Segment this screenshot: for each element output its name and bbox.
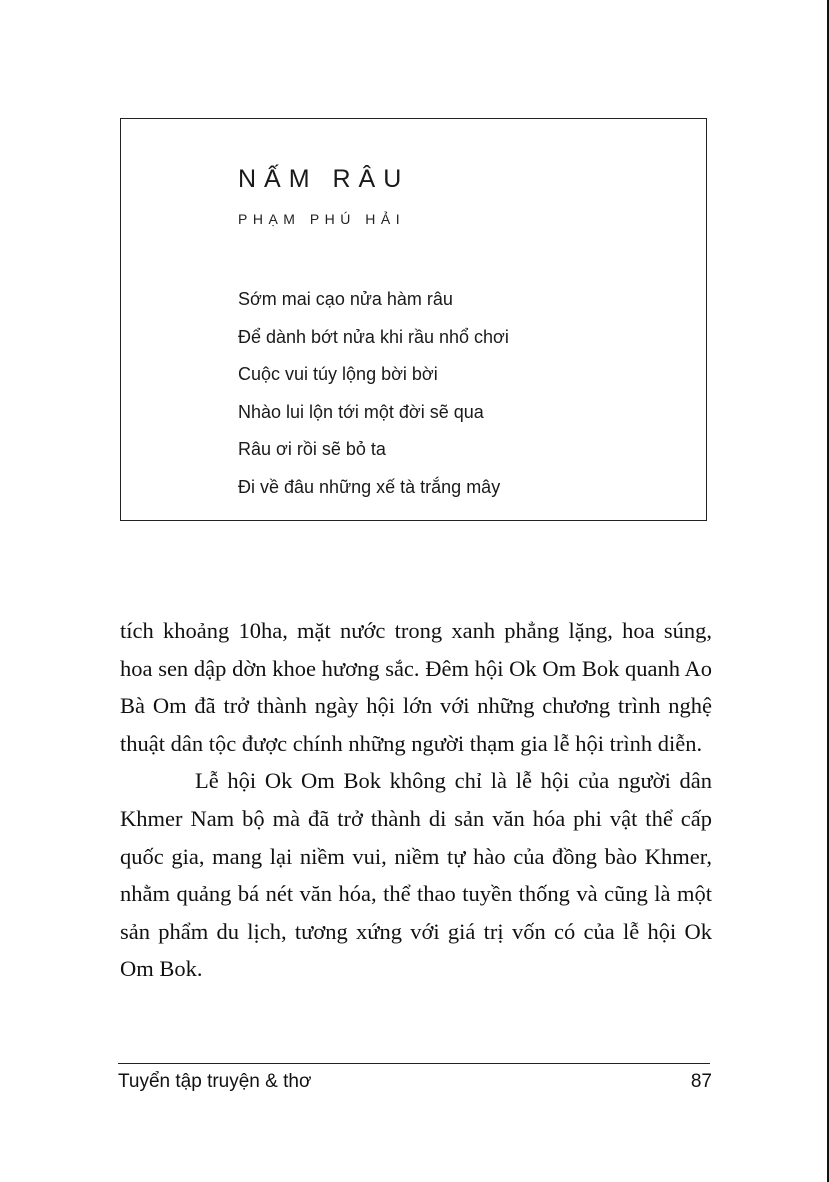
footer-divider	[118, 1063, 710, 1064]
paragraph: Lễ hội Ok Om Bok không chỉ là lễ hội của người dân Khmer Nam bộ mà đã trở thành di sản văn hóa phi vật thể cấp quốc gia, mang lại niềm vui, niềm tự hào của đồng bào Khmer, nhằm quảng bá nét văn hóa, thể thao tuyền thống và cũng là một sản phẩm du lịch, tương xứng với giá trị vốn có của lễ hội Ok Om Bok.	[120, 768, 712, 982]
poem-line: Râu ơi rồi sẽ bỏ ta	[238, 439, 386, 460]
poem-line: Nhào lui lộn tới một đời sẽ qua	[238, 401, 484, 422]
footer-book-title: Tuyển tập truyện & thơ	[118, 1071, 312, 1092]
poem-title: NẤM RÂU	[238, 165, 410, 193]
paragraph: tích khoảng 10ha, mặt nước trong xanh phẳng lặng, hoa súng, hoa sen dập dờn khoe hương sắc. Đêm hội Ok Om Bok quanh Ao Bà Om đã trở thành ngày hội lớn với những chương trình nghệ thuật dân tộc được chính những người thạm gia lễ hội trình diễn.	[120, 618, 712, 756]
poem-line: Cuộc vui túy lộng bời bời	[238, 364, 438, 385]
poem-box	[120, 118, 707, 521]
poem-line: Sớm mai cạo nửa hàm râu	[238, 289, 453, 309]
body-text	[120, 612, 712, 988]
poem-line: Đi về đâu những xế tà trắng mây	[238, 476, 501, 497]
poem-lines	[238, 281, 509, 507]
poem-author: PHẠM PHÚ HẢI	[238, 211, 406, 227]
poem-line: Để dành bớt nửa khi rầu nhổ chơi	[238, 326, 509, 347]
page-number: 87	[690, 1071, 712, 1092]
